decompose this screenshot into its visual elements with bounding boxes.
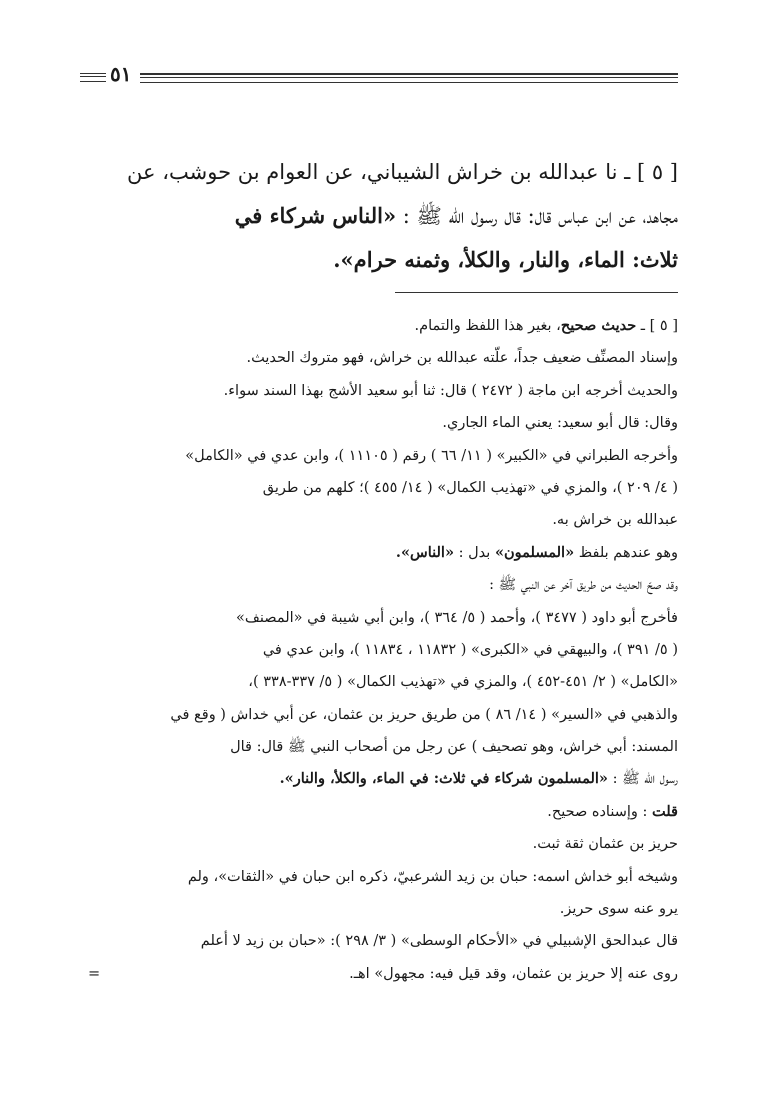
- footnote-line: والذهبي في «السير» ( ١٤/ ٨٦ ) من طريق حريز بن عثمان، عن أبي خداش ( وقع في: [170, 706, 678, 723]
- footnotes: [80, 310, 678, 990]
- hadith-line: [80, 194, 678, 238]
- footnote-bold: «المسلمون شركاء في ثلاث: في الماء، والكلأ، والنار».: [279, 770, 608, 788]
- footnote-line: حريز بن عثمان ثقة ثبت.: [532, 836, 678, 853]
- footnote-line: والحديث أخرجه ابن ماجة ( ٢٤٧٢ ) قال: ثنا أبو سعيد الأشج بهذا السند سواء.: [223, 382, 678, 399]
- continuation-mark: =: [88, 965, 101, 982]
- hadith-matn-start: «الناس شركاء في: [234, 203, 397, 228]
- footnote-line: [80, 310, 678, 342]
- footnote-text: ، بغير هذا اللفظ والتمام.: [414, 318, 561, 334]
- footnote-line: فأخرج أبو داود ( ٣٤٧٧ )، وأحمد ( ٥/ ٣٦٤ )، وابن أبي شيبة في «المصنف»: [236, 609, 678, 626]
- page-number: ٥١: [110, 62, 132, 86]
- header-rule-right: [140, 73, 678, 83]
- footnote-text: وهو عندهم بلفظ: [578, 544, 678, 561]
- header-rule-left: [80, 73, 106, 82]
- footnote-line: وقال: قال أبو سعيد: يعني الماء الجاري.: [442, 415, 678, 432]
- page-header: [80, 62, 678, 90]
- footnote-line: وأخرجه الطبراني في «الكبير» ( ١١/ ٦٦ ) رقم ( ١١١٠٥ )، وابن عدي في «الكامل»: [185, 447, 678, 464]
- footnote-text: روى عنه إلا حريز بن عثمان، وقد قيل فيه: مجهول» اهـ.: [349, 965, 678, 982]
- footnote-line: ( ٤/ ٢٠٩ )، والمزي في «تهذيب الكمال» ( ١٤/ ٤٥٥ )؛ كلهم من طريق: [262, 479, 678, 496]
- footnote-bold: «المسلمون»: [494, 543, 575, 561]
- footnote-bold: «الناس».: [395, 543, 455, 561]
- footnote-text: رسول الله ﷺ :: [612, 771, 678, 788]
- footnote-line: [80, 958, 678, 990]
- hadith-chain: [ ٥ ] ـ نا عبدالله بن خراش الشيباني، عن العوام بن حوشب، عن: [127, 160, 678, 184]
- hadith-line: [80, 238, 678, 282]
- hadith-matn-end: ثلاث: الماء، والنار، والكلأ، وثمنه حرام».: [333, 247, 678, 272]
- footnote-line: عبدالله بن خراش به.: [552, 512, 678, 529]
- footnote-line: [80, 537, 678, 569]
- grading: حديث صحيح: [560, 317, 637, 334]
- footnote-text: بدل :: [458, 544, 491, 561]
- footnote-text: : وإسناده صحيح.: [547, 803, 648, 820]
- hadith-line: [80, 150, 678, 194]
- footnote-line: وقد صحّ الحديث من طريق آخر عن النبي ﷺ :: [489, 577, 678, 594]
- footnote-line: قال عبدالحق الإشبيلي في «الأحكام الوسطى» ( ٣/ ٢٩٨ ): «حبان بن زيد لا أعلم: [200, 933, 678, 950]
- qultu-label: قلت: [652, 802, 678, 820]
- footnote-divider: [395, 292, 678, 293]
- footnote-line: [80, 763, 678, 795]
- footnote-line: ( ٥/ ٣٩١ )، والبيهقي في «الكبرى» ( ١١٨٣٢ ، ١١٨٣٤ )، وابن عدي في: [262, 641, 678, 658]
- footnote-line: «الكامل» ( ٢/ ٤٥١-٤٥٢ )، والمزي في «تهذيب الكمال» ( ٥/ ٣٣٧-٣٣٨ )،: [248, 674, 678, 691]
- footnote-line: يرو عنه سوى حريز.: [559, 901, 678, 918]
- footnote-line: المسند: أبي خراش، وهو تصحيف ) عن رجل من أصحاب النبي ﷺ قال: قال: [230, 739, 678, 756]
- footnote-line: وشيخه أبو خداش اسمه: حبان بن زيد الشرعبيّ، ذكره ابن حبان في «الثقات»، ولم: [187, 868, 678, 885]
- footnote-line: وإسناد المصنِّف ضعيف جداً، علّته عبدالله بن خراش، فهو متروك الحديث.: [246, 350, 678, 367]
- hadith-chain-end: مجاهد، عن ابن عباس قال: قال رسول الله ﷺ :: [402, 204, 678, 228]
- footnote-ref: [ ٥ ] ـ: [640, 318, 678, 334]
- footnote-line: [80, 796, 678, 828]
- hadith-text: [80, 150, 678, 282]
